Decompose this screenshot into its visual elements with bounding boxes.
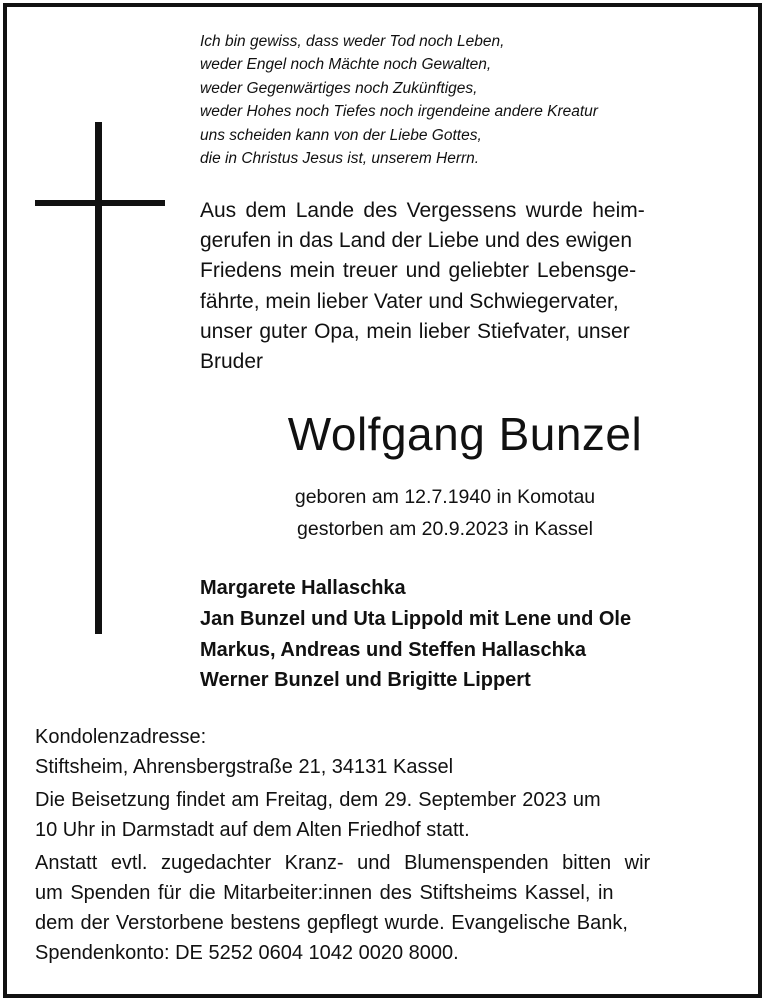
mourners-list	[200, 573, 730, 696]
donation-line: Spendenkonto: DE 5252 0604 1042 0020 8000.	[35, 942, 459, 964]
announcement-line: gerufen in das Land der Liebe und des ewigen	[200, 229, 632, 253]
death-date: gestorben am 20.9.2023 in Kassel	[297, 518, 593, 540]
verse-line: uns scheiden kann von der Liebe Gottes,	[200, 126, 482, 144]
condolence-address: Stiftsheim, Ahrensbergstraße 21, 34131 Kassel	[35, 756, 454, 778]
verse-line: die in Christus Jesus ist, unserem Herrn.	[200, 150, 480, 168]
mourner-entry: Werner Bunzel und Brigitte Lippert	[200, 669, 531, 692]
donation-line: um Spenden für die Mitarbeiter:innen des Stiftsheims Kassel, in	[35, 882, 614, 904]
verse-line: Ich bin gewiss, dass weder Tod noch Leben,	[200, 33, 505, 50]
bible-verse	[200, 30, 720, 170]
donation-line: dem der Verstorbene bestens gepflegt wurde. Evangelische Bank,	[35, 912, 628, 934]
burial-line: Die Beisetzung findet am Freitag, dem 29. September 2023 um	[35, 789, 601, 811]
condolence-label: Kondolenzadresse:	[35, 726, 207, 748]
birth-date: geboren am 12.7.1940 in Komotau	[294, 486, 596, 508]
mourner-entry: Jan Bunzel und Uta Lippold mit Lene und Ole	[200, 607, 632, 630]
mourner-entry: Markus, Andreas und Steffen Hallaschka	[200, 638, 587, 661]
mourner-entry: Margarete Hallaschka	[200, 577, 406, 599]
announcement-line: fährte, mein lieber Vater und Schwiegervater,	[200, 289, 619, 313]
life-dates	[200, 481, 690, 545]
announcement-text	[200, 196, 730, 377]
deceased-name: Wolfgang Bunzel	[287, 408, 643, 460]
verse-line: weder Hohes noch Tiefes noch irgendeine andere Kreatur	[200, 103, 598, 121]
verse-line: weder Engel noch Mächte noch Gewalten,	[200, 56, 492, 74]
donation-line: Anstatt evtl. zugedachter Kranz- und Blumenspenden bitten wir	[35, 852, 651, 874]
announcement-line: Friedens mein treuer und geliebter Lebensge-	[200, 259, 637, 283]
announcement-line: unser guter Opa, mein lieber Stiefvater, unser	[200, 319, 630, 343]
details-section	[35, 722, 735, 968]
cross-horizontal-bar	[35, 200, 165, 206]
burial-line: 10 Uhr in Darmstadt auf dem Alten Friedhof statt.	[35, 819, 470, 841]
cross-vertical-bar	[95, 122, 102, 634]
announcement-line: Bruder	[200, 350, 264, 374]
announcement-line: Aus dem Lande des Vergessens wurde heim-	[200, 199, 645, 222]
verse-line: weder Gegenwärtiges noch Zukünftiges,	[200, 79, 478, 97]
